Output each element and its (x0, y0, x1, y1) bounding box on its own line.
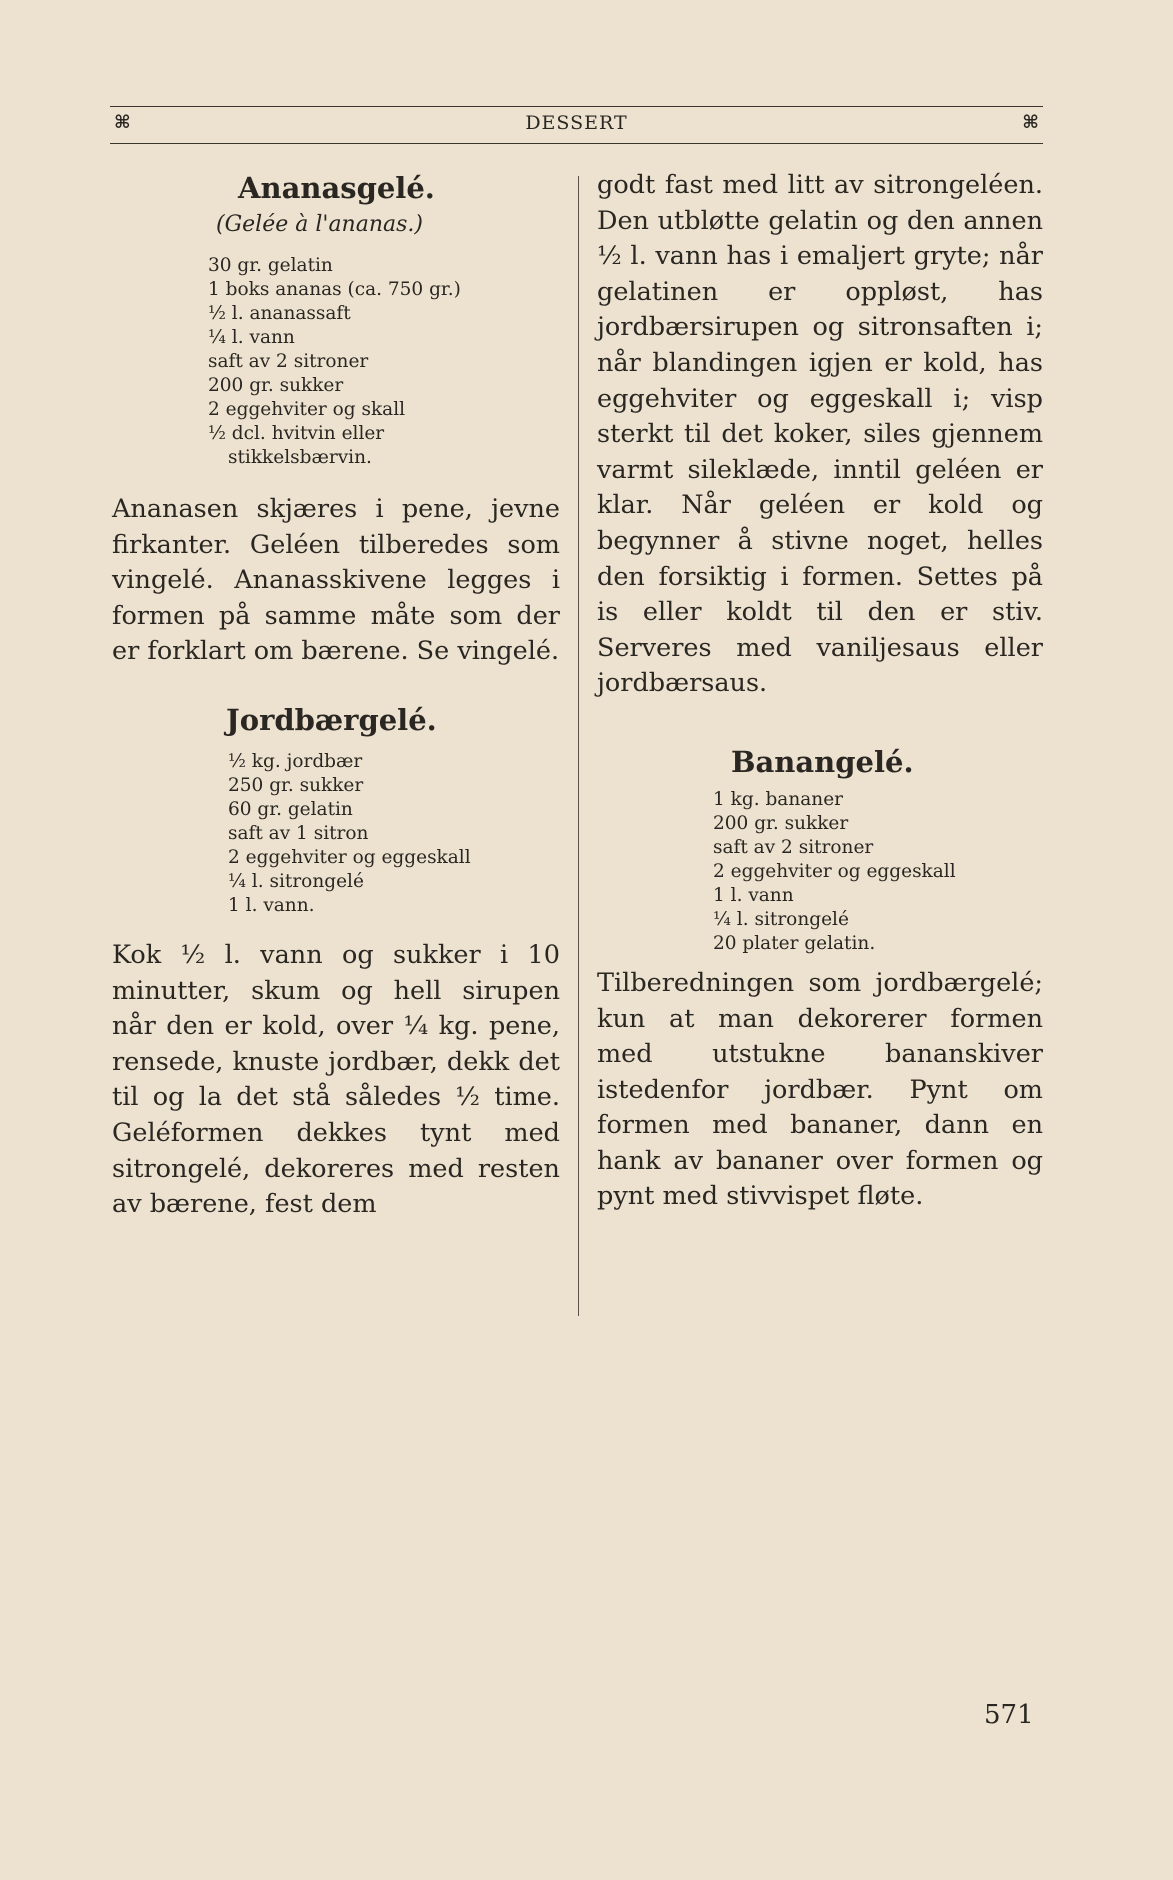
ingredient-item: 250 gr. sukker (228, 774, 364, 796)
section-title: DESSERT (525, 112, 628, 134)
ingredient-list (112, 254, 560, 470)
ingredient-item: ½ dcl. hvitvin eller (208, 423, 385, 444)
ingredient-item: saft av 1 sitron (228, 822, 369, 844)
ingredient-item: 30 gr. gelatin (208, 255, 333, 276)
page-number: 571 (984, 1700, 1034, 1730)
running-header (110, 110, 1043, 140)
ornament-icon: ⌘ (1022, 112, 1039, 133)
ingredient-item: 2 eggehviter og eggeskall (713, 860, 956, 882)
recipe-jordbaergele (112, 700, 560, 1223)
ingredient-list (112, 750, 560, 918)
left-column (112, 168, 560, 1223)
ingredient-item: 2 eggehviter og skall (208, 399, 406, 420)
recipe-subtitle: (Gelée à l'ananas.) (216, 212, 423, 237)
header-bottom-rule (110, 143, 1043, 144)
ingredient-item: ¼ l. sitrongelé (713, 908, 849, 930)
recipe-instructions: Tilberedningen som jordbærgelé; kun at man dekorerer formen med utstukne bananskiver istedenfor jordbær. Pynt om formen med bananer, dann en hank av bananer over formen og pynt med stivvispet fløte. (597, 967, 1043, 1212)
header-top-rule (110, 106, 1043, 107)
ingredient-item: 1 boks ananas (ca. 750 gr.) (208, 279, 461, 300)
recipe-title: Jordbærgelé. (226, 702, 437, 737)
ingredient-list (597, 788, 1043, 956)
column-divider (578, 176, 579, 1316)
ingredient-item: ¼ l. sitrongelé (228, 870, 364, 892)
ingredient-item: 2 eggehviter og eggeskall (228, 846, 471, 868)
ornament-icon: ⌘ (114, 112, 131, 133)
ingredient-item: 200 gr. sukker (713, 812, 849, 834)
ingredient-item: stikkelsbærvin. (228, 447, 372, 468)
recipe-instructions-continued: godt fast med litt av sitrongeléen. Den utbløtte gelatin og den annen ½ l. vann has i emaljert gryte; når gelatinen er oppløst, has jordbærsirupen og sitronsaften i; når blandingen igjen er kold, has eggehviter og eggeskall i; visp sterkt til det koker, siles gjennem varmt sileklæde, inntil geléen er klar. Når geléen er kold og begynner å stivne noget, helles den forsiktig i formen. Settes på is eller koldt til den er stiv. Serveres med vaniljesaus eller jordbærsaus. (597, 170, 1043, 699)
right-column (597, 168, 1043, 1215)
ingredient-item: 1 l. vann. (228, 894, 315, 916)
ingredient-item: 1 kg. bananer (713, 788, 843, 810)
recipe-instructions: Ananasen skjæres i pene, jevne firkanter. Geléen tilberedes som vingelé. Ananasskivene legges i formen på samme måte som der er forklart om bærene. Se vingelé. (112, 494, 560, 667)
recipe-banangele (597, 742, 1043, 1215)
ingredient-item: saft av 2 sitroner (208, 351, 369, 372)
ingredient-item: ½ l. ananassaft (208, 303, 351, 324)
ingredient-item: 200 gr. sukker (208, 375, 344, 396)
ingredient-item: 20 plater gelatin. (713, 932, 876, 954)
recipe-instructions: Kok ½ l. vann og sukker i 10 minutter, skum og hell sirupen når den er kold, over ¼ kg. pene, rensede, knuste jordbær, dekk det til og la det stå således ½ time. Geléformen dekkes tynt med sitrongelé, dekoreres med resten av bærene, fest dem (112, 939, 560, 1220)
ingredient-item: ½ kg. jordbær (228, 750, 363, 772)
recipe-ananasgele (112, 168, 560, 670)
ingredient-item: 1 l. vann (713, 884, 794, 906)
recipe-title: Banangelé. (731, 744, 914, 779)
ingredient-item: saft av 2 sitroner (713, 836, 874, 858)
ingredient-item: 60 gr. gelatin (228, 798, 353, 820)
ingredient-item: ¼ l. vann (208, 327, 295, 348)
recipe-title: Ananasgelé. (238, 171, 435, 205)
